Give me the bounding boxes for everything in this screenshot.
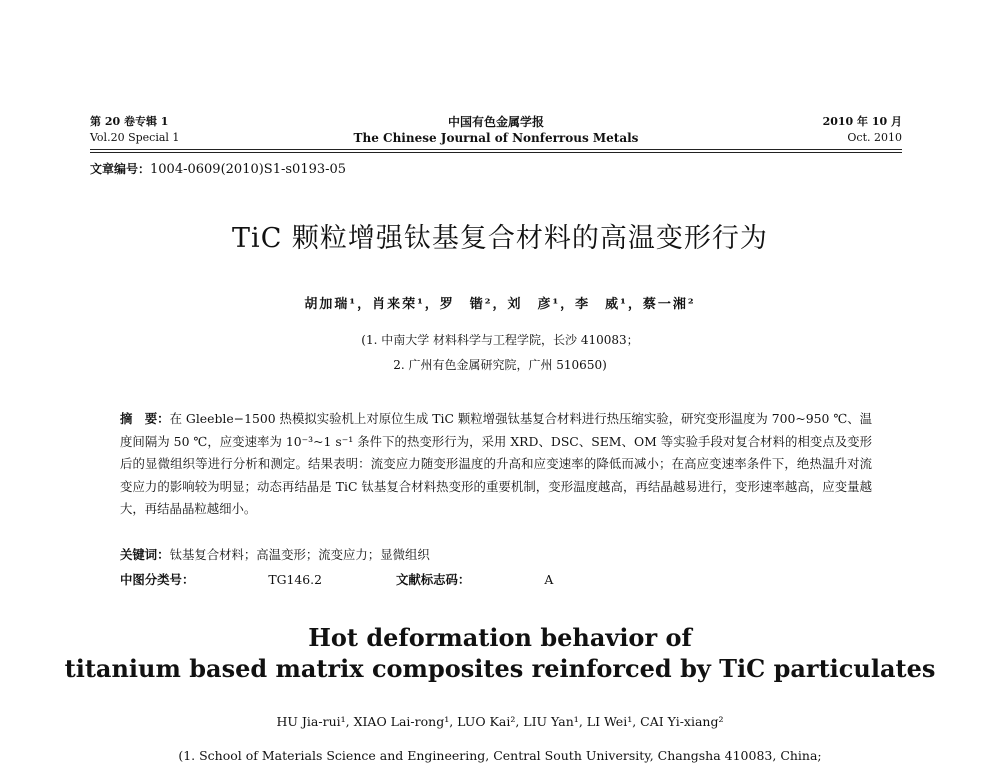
clc-label: 中图分类号：: [120, 572, 195, 587]
header-date-cn: 2010 年 10 月: [822, 115, 902, 128]
abstract-label: 摘 要：: [120, 411, 170, 426]
clc-value: TG146.2: [268, 572, 322, 587]
running-header: [90, 114, 902, 150]
keywords-label: 关键词：: [120, 547, 170, 562]
header-date-en: Oct. 2010: [847, 131, 902, 144]
keywords-text: 钛基复合材料；高温变形；流变应力；显微组织: [169, 547, 430, 562]
doc-value: A: [544, 572, 554, 587]
header-journal: [90, 114, 902, 146]
authors-chinese: 胡加瑞¹，肖来荣¹，罗 锴²，刘 彦¹，李 威¹，蔡一湘²: [304, 297, 696, 312]
title-english-line-2: titanium based matrix composites reinforced by TiC particulates: [64, 654, 936, 683]
article-number-label: 文章编号：: [90, 162, 151, 176]
header-rule-thick: [90, 149, 902, 150]
affiliation-chinese-1: (1. 中南大学 材料科学与工程学院，长沙 410083；: [361, 333, 639, 347]
header-volume-en: Vol.20 Special 1: [90, 131, 180, 144]
article-number: [90, 160, 346, 177]
header-date: [823, 114, 902, 146]
header-volume-cn: 第 20 卷专辑 1: [90, 115, 169, 128]
header-journal-cn: 中国有色金属学报: [447, 115, 544, 129]
title-english: [0, 622, 1000, 684]
authors-english: HU Jia-rui¹, XIAO Lai-rong¹, LUO Kai², LIU Yan¹, LI Wei¹, CAI Yi-xiang²: [276, 714, 724, 729]
keywords: [120, 545, 430, 563]
header-journal-en: The Chinese Journal of Nonferrous Metals: [353, 131, 639, 145]
affiliation-chinese-2: 2. 广州有色金属研究院，广州 510650): [393, 358, 607, 372]
header-rule-thin: [90, 152, 902, 153]
abstract: [120, 408, 872, 521]
classification: [120, 570, 553, 588]
title-chinese: TiC 颗粒增强钛基复合材料的高温变形行为: [232, 223, 768, 254]
affiliation-english: (1. School of Materials Science and Engineering, Central South University, Changsha 410083, China;: [178, 748, 822, 763]
clc-code: [120, 572, 322, 587]
abstract-text: 在 Gleeble−1500 热模拟实验机上对原位生成 TiC 颗粒增强钛基复合材料进行热压缩实验，研究变形温度为 700~950 ℃、温度间隔为 50 ℃，应变速率为 10⁻³~1 s⁻¹ 条件下的热变形行为，采用 XRD、DSC、SEM、OM 等实验手段对复合材料的相变点及变形后的显微组织等进行分析和测定。结果表明：流变应力随变形温度的升高和应变速率的降低而减小；在高应变速率条件下，绝热温升对流变应力的影响较为明显；动态再结晶是 TiC 钛基复合材料热变形的重要机制，变形温度越高，再结晶越易进行，变形速率越高，应变量越大，再结晶晶粒越细小。: [120, 411, 872, 517]
doc-code: [396, 572, 553, 587]
doc-label: 文献标志码：: [395, 572, 471, 587]
article-number-value: 1004-0609(2010)S1-s0193-05: [150, 162, 347, 177]
title-english-line-1: Hot deformation behavior of: [308, 623, 692, 652]
